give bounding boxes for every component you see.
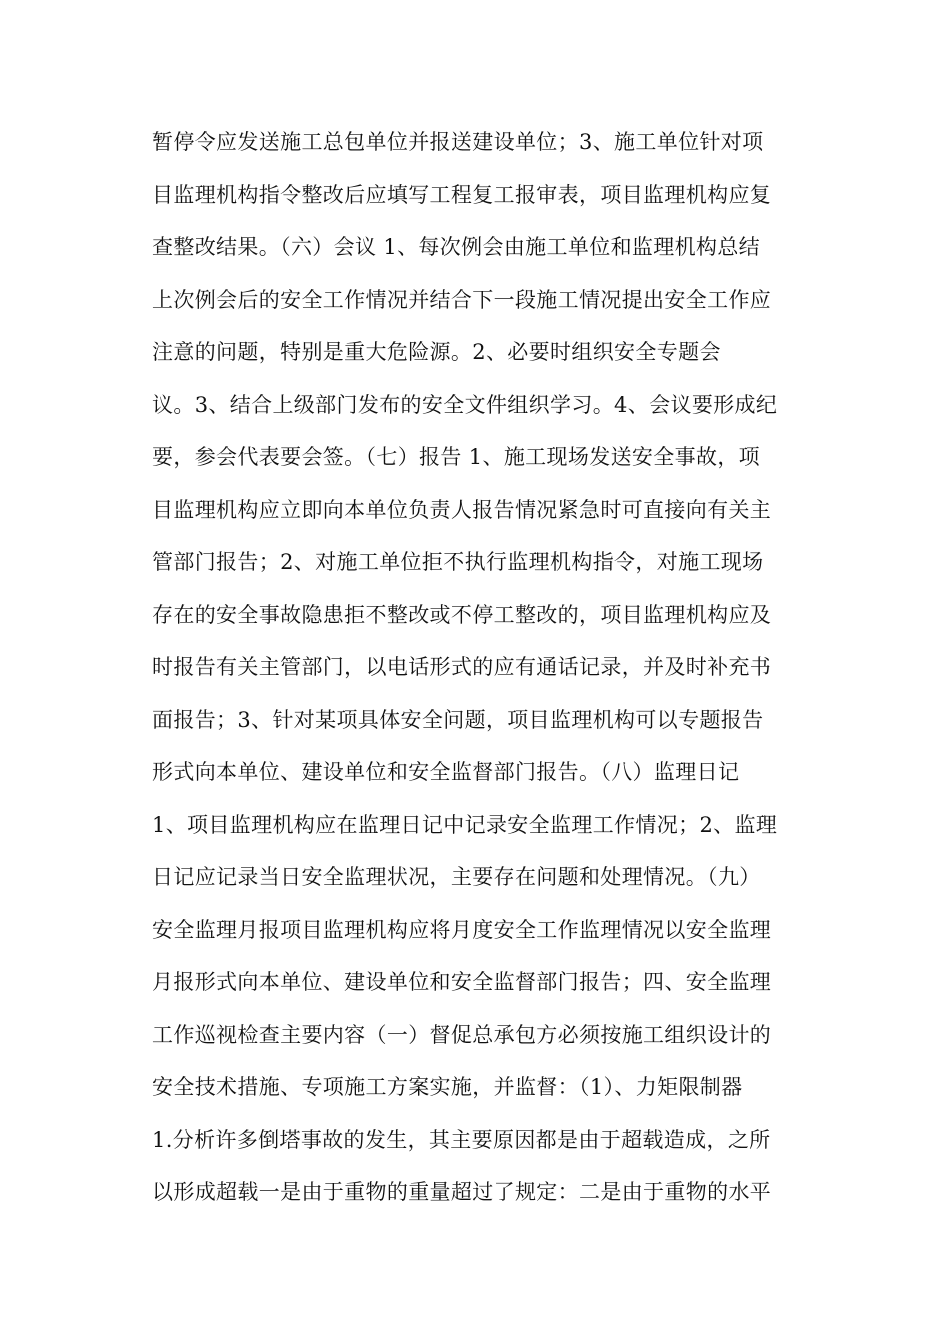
- text-line: 管部门报告；2、对施工单位拒不执行监理机构指令，对施工现场: [152, 550, 764, 574]
- text-line: 面报告；3、针对某项具体安全问题，项目监理机构可以专题报告: [152, 707, 764, 732]
- text-line: 上次例会后的安全工作情况并结合下一段施工情况提出安全工作应: [152, 287, 772, 312]
- text-line: 1、项目监理机构应在监理日记中记录安全监理工作情况；2、监理: [152, 812, 778, 837]
- text-line: 以形成超载一是由于重物的重量超过了规定：二是由于重物的水平: [152, 1180, 772, 1204]
- text-line: 注意的问题，特别是重大危险源。2、必要时组织安全专题会: [152, 340, 721, 364]
- text-line: 存在的安全事故隐患拒不整改或不停工整改的，项目监理机构应及: [152, 602, 772, 627]
- text-line: 查整改结果。（六）会议 1、每次例会由施工单位和监理机构总结: [152, 235, 761, 259]
- text-line: 时报告有关主管部门，以电话形式的应有通话记录，并及时补充书: [152, 655, 772, 679]
- text-line: 目监理机构应立即向本单位负责人报告情况紧急时可直接向有关主: [152, 497, 772, 522]
- text-line: 月报形式向本单位、建设单位和安全监督部门报告；四、安全监理: [152, 970, 772, 994]
- text-line: 日记应记录当日安全监理状况，主要存在问题和处理情况。（九）: [152, 865, 761, 889]
- text-line: 暂停令应发送施工总包单位并报送建设单位；3、施工单位针对项: [152, 130, 764, 154]
- text-line: 1.分析许多倒塔事故的发生，其主要原因都是由于超载造成，之所: [152, 1127, 771, 1152]
- text-line: 形式向本单位、建设单位和安全监督部门报告。（八）监理日记: [152, 760, 740, 784]
- text-line: 目监理机构指令整改后应填写工程复工报审表，项目监理机构应复: [152, 182, 772, 207]
- text-line: 要，参会代表要会签。（七）报告 1、施工现场发送安全事故，项: [152, 445, 761, 469]
- body-text: [152, 116, 812, 1219]
- text-line: 议。3、结合上级部门发布的安全文件组织学习。4、会议要形成纪: [152, 392, 778, 417]
- text-line: 安全监理月报项目监理机构应将月度安全工作监理情况以安全监理: [152, 917, 772, 942]
- text-line: 安全技术措施、专项施工方案实施，并监督：（1）、力矩限制器: [152, 1075, 743, 1099]
- text-line: 工作巡视检查主要内容（一）督促总承包方必须按施工组织设计的: [152, 1022, 772, 1047]
